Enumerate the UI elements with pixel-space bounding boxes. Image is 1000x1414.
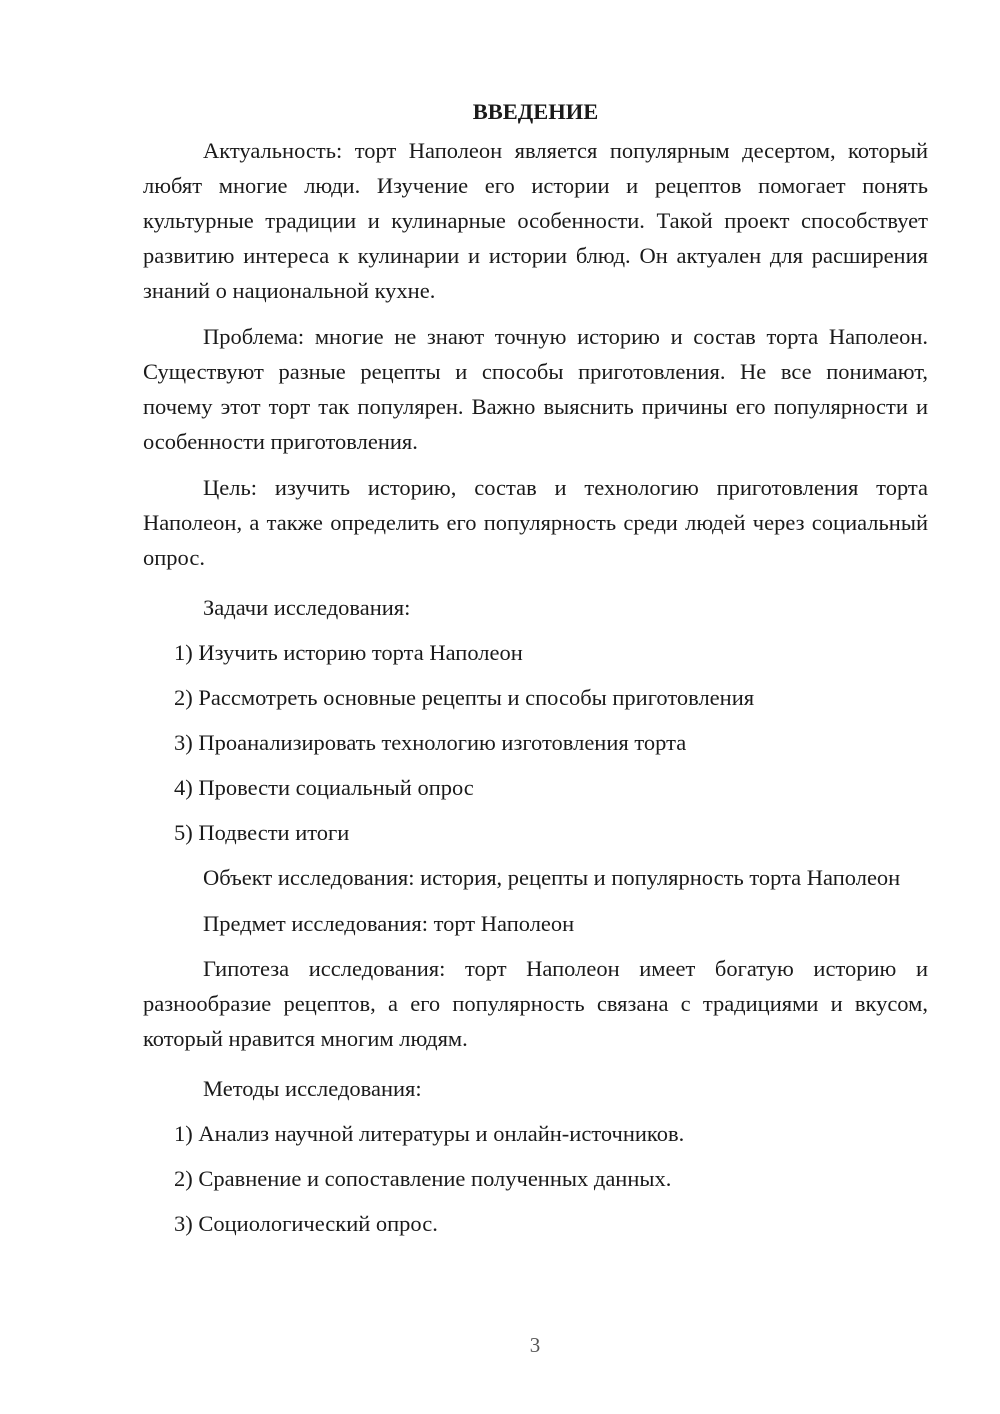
methods-heading: Методы исследования: (203, 1076, 422, 1101)
list-item: 1) Изучить историю торта Наполеон (174, 640, 523, 665)
list-item: 3) Социологический опрос. (174, 1211, 438, 1236)
goal-paragraph: Цель: изучить историю, состав и технологию приготовления торта Наполеон, а также определить его популярность среди людей через социальный опрос. (143, 475, 928, 570)
list-item: 2) Сравнение и сопоставление полученных данных. (174, 1166, 672, 1191)
list-item: 3) Проанализировать технологию изготовления торта (174, 730, 687, 755)
list-item: 2) Рассмотреть основные рецепты и способы приготовления (174, 685, 755, 710)
subject-paragraph: Предмет исследования: торт Наполеон (203, 911, 575, 936)
page-title: ВВЕДЕНИЕ (472, 99, 599, 124)
page-number: 3 (529, 1333, 541, 1357)
hypothesis-paragraph: Гипотеза исследования: торт Наполеон имеет богатую историю и разнообразие рецептов, а его популярность связана с традициями и вкусом, который нравится многим людям. (143, 956, 928, 1051)
methods-list (143, 1116, 928, 1241)
problem-paragraph: Проблема: многие не знают точную историю и состав торта Наполеон. Существуют разные рецепты и способы приготовления. Не все понимают, почему этот торт так популярен. Важно выяснить причины его популярности и особенности приготовления. (143, 324, 928, 454)
list-item: 5) Подвести итоги (174, 820, 350, 845)
object-paragraph: Объект исследования: история, рецепты и популярность торта Наполеон (203, 865, 901, 890)
tasks-heading: Задачи исследования: (203, 595, 411, 620)
list-item: 4) Провести социальный опрос (174, 775, 474, 800)
list-item: 1) Анализ научной литературы и онлайн-источников. (174, 1121, 685, 1146)
document-page (143, 94, 928, 1251)
tasks-list (143, 635, 928, 850)
relevance-paragraph: Актуальность: торт Наполеон является популярным десертом, который любят многие люди. Изучение его истории и рецептов помогает понять культурные традиции и кулинарные особенности. Такой проект способствует развитию интереса к кулинарии и истории блюд. Он актуален для расширения знаний о национальной кухне. (143, 138, 928, 303)
